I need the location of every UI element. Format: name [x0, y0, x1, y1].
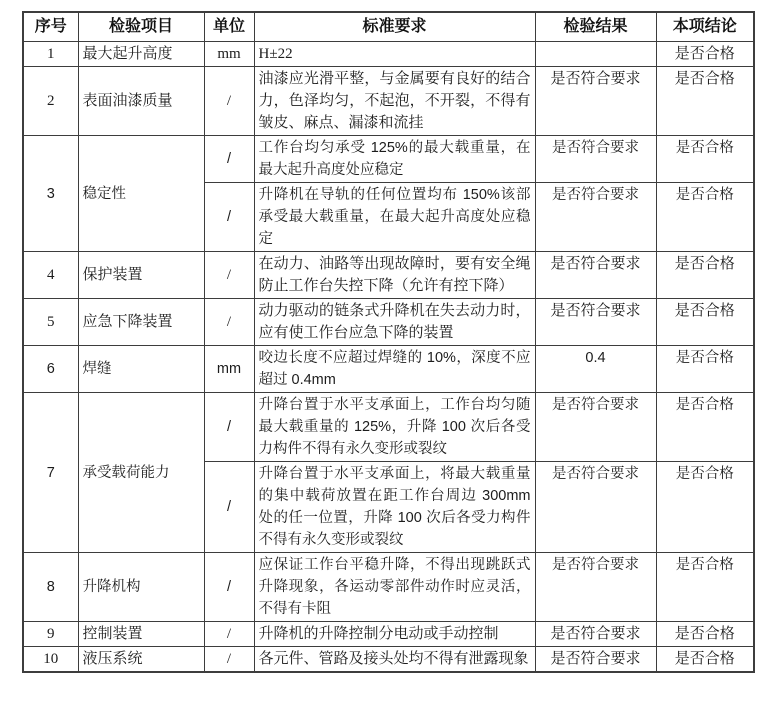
- cell-requirement: 咬边长度不应超过焊缝的 10%，深度不应超过 0.4mm: [254, 346, 535, 393]
- cell-result: 是否符合要求: [535, 647, 656, 673]
- cell-index: 7: [23, 393, 78, 553]
- table-row-10: [23, 647, 754, 673]
- cell-item: 焊缝: [78, 346, 204, 393]
- cell-unit: /: [204, 647, 254, 673]
- cell-result: 是否符合要求: [535, 136, 656, 183]
- cell-unit: /: [204, 462, 254, 553]
- cell-index: 1: [23, 42, 78, 67]
- cell-index: 2: [23, 67, 78, 136]
- cell-conclusion: 是否合格: [656, 67, 754, 136]
- cell-result: 是否符合要求: [535, 462, 656, 553]
- cell-item: 最大起升高度: [78, 42, 204, 67]
- cell-unit: /: [204, 393, 254, 462]
- table-row-3a: [23, 136, 754, 183]
- cell-requirement: 动力驱动的链条式升降机在失去动力时，应有使工作台应急下降的装置: [254, 299, 535, 346]
- col-header-item: 检验项目: [78, 12, 204, 42]
- cell-conclusion: 是否合格: [656, 42, 754, 67]
- cell-result: 是否符合要求: [535, 183, 656, 252]
- table-row-5: [23, 299, 754, 346]
- cell-requirement: 工作台均匀承受 125%的最大载重量，在最大起升高度处应稳定: [254, 136, 535, 183]
- cell-conclusion: 是否合格: [656, 462, 754, 553]
- cell-index: 10: [23, 647, 78, 673]
- col-header-index: 序号: [23, 12, 78, 42]
- cell-result: 0.4: [535, 346, 656, 393]
- cell-item: 液压系统: [78, 647, 204, 673]
- cell-item: 控制装置: [78, 622, 204, 647]
- cell-item: 稳定性: [78, 136, 204, 252]
- cell-result: 是否符合要求: [535, 299, 656, 346]
- cell-requirement: 升降机的升降控制分电动或手动控制: [254, 622, 535, 647]
- cell-index: 6: [23, 346, 78, 393]
- cell-requirement: H±22: [254, 42, 535, 67]
- cell-result: 是否符合要求: [535, 553, 656, 622]
- col-header-conclusion: 本项结论: [656, 12, 754, 42]
- cell-item: 保护装置: [78, 252, 204, 299]
- cell-item: 应急下降装置: [78, 299, 204, 346]
- cell-unit: /: [204, 299, 254, 346]
- cell-result: 是否符合要求: [535, 622, 656, 647]
- cell-result: [535, 42, 656, 67]
- cell-unit: /: [204, 622, 254, 647]
- cell-unit: mm: [204, 42, 254, 67]
- table-row-7a: [23, 393, 754, 462]
- cell-requirement: 升降台置于水平支承面上，工作台均匀随最大载重量的 125%，升降 100 次后各受力构件不得有永久变形或裂纹: [254, 393, 535, 462]
- col-header-requirement: 标准要求: [254, 12, 535, 42]
- cell-conclusion: 是否合格: [656, 622, 754, 647]
- cell-unit: /: [204, 553, 254, 622]
- cell-requirement: 各元件、管路及接头处均不得有泄露现象: [254, 647, 535, 673]
- cell-index: 5: [23, 299, 78, 346]
- cell-conclusion: 是否合格: [656, 346, 754, 393]
- cell-conclusion: 是否合格: [656, 553, 754, 622]
- table-row-1: [23, 42, 754, 67]
- cell-item: 表面油漆质量: [78, 67, 204, 136]
- cell-conclusion: 是否合格: [656, 183, 754, 252]
- cell-conclusion: 是否合格: [656, 647, 754, 673]
- cell-conclusion: 是否合格: [656, 252, 754, 299]
- cell-requirement: 升降台置于水平支承面上，将最大载重量的集中载荷放置在距工作台周边 300mm 处的任一位置，升降 100 次后各受力构件不得有永久变形或裂纹: [254, 462, 535, 553]
- table-row-2: [23, 67, 754, 136]
- col-header-result: 检验结果: [535, 12, 656, 42]
- cell-unit: /: [204, 183, 254, 252]
- table-row-8: [23, 553, 754, 622]
- document-page: [22, 11, 755, 673]
- cell-unit: /: [204, 136, 254, 183]
- table-row-4: [23, 252, 754, 299]
- cell-result: 是否符合要求: [535, 67, 656, 136]
- cell-item: 承受载荷能力: [78, 393, 204, 553]
- cell-requirement: 升降机在导轨的任何位置均布 150%该部承受最大载重量，在最大起升高度处应稳定: [254, 183, 535, 252]
- table-row-6: [23, 346, 754, 393]
- cell-requirement: 在动力、油路等出现故障时，要有安全绳防止工作台失控下降（允许有控下降）: [254, 252, 535, 299]
- cell-conclusion: 是否合格: [656, 299, 754, 346]
- cell-index: 4: [23, 252, 78, 299]
- cell-unit: /: [204, 252, 254, 299]
- cell-unit: /: [204, 67, 254, 136]
- cell-index: 9: [23, 622, 78, 647]
- cell-index: 3: [23, 136, 78, 252]
- cell-result: 是否符合要求: [535, 252, 656, 299]
- table-row-9: [23, 622, 754, 647]
- cell-item: 升降机构: [78, 553, 204, 622]
- cell-unit: mm: [204, 346, 254, 393]
- cell-requirement: 油漆应光滑平整，与金属要有良好的结合力，色泽均匀，不起泡，不开裂，不得有皱皮、麻点、漏漆和流挂: [254, 67, 535, 136]
- cell-result: 是否符合要求: [535, 393, 656, 462]
- cell-conclusion: 是否合格: [656, 393, 754, 462]
- header-row: [23, 12, 754, 42]
- cell-conclusion: 是否合格: [656, 136, 754, 183]
- col-header-unit: 单位: [204, 12, 254, 42]
- cell-requirement: 应保证工作台平稳升降，不得出现跳跃式升降现象，各运动零部件动作时应灵活，不得有卡阻: [254, 553, 535, 622]
- cell-index: 8: [23, 553, 78, 622]
- inspection-table: [22, 11, 755, 673]
